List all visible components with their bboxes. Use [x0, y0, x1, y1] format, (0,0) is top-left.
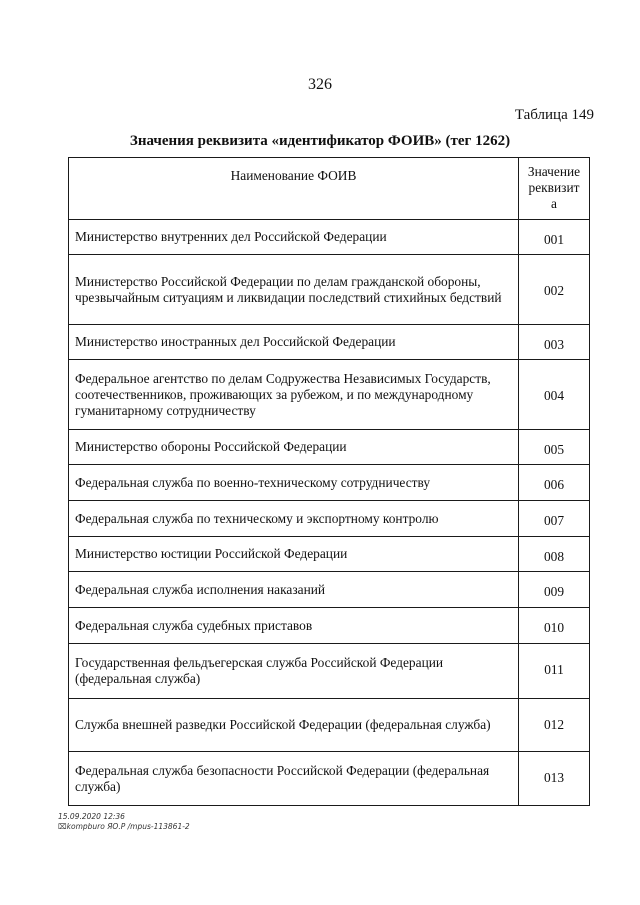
table-row: [69, 465, 590, 501]
table-header-row: [69, 158, 590, 220]
table-row: [69, 699, 590, 752]
foiv-name: Министерство юстиции Российской Федерации: [69, 537, 519, 572]
foiv-name: Министерство иностранных дел Российской Федерации: [69, 325, 519, 360]
column-header-value-line: а: [551, 196, 557, 211]
table-row: [69, 644, 590, 699]
foiv-code: 003: [519, 325, 590, 360]
foiv-code: 011: [519, 644, 590, 699]
foiv-code: 007: [519, 501, 590, 537]
foiv-code: 010: [519, 608, 590, 644]
foiv-name: Федеральная служба исполнения наказаний: [69, 572, 519, 608]
column-header-value-line: реквизит: [528, 180, 580, 195]
footer-timestamp: 15.09.2020 12:36: [58, 812, 125, 821]
column-header-name: Наименование ФОИВ: [69, 158, 519, 220]
footer-doc-id: [58, 822, 190, 832]
foiv-code: 013: [519, 752, 590, 806]
foiv-name: Служба внешней разведки Российской Федерации (федеральная служба): [69, 699, 519, 752]
foiv-name: Федеральная служба судебных приставов: [69, 608, 519, 644]
table-row: [69, 752, 590, 806]
table-row: [69, 430, 590, 465]
table-row: [69, 360, 590, 430]
table-row: [69, 572, 590, 608]
foiv-code: 009: [519, 572, 590, 608]
table-caption: Таблица 149: [514, 107, 594, 123]
foiv-code: 012: [519, 699, 590, 752]
foiv-name: Федеральное агентство по делам Содружества Независимых Государств, соотечественников, проживающих за рубежом, и по международному гуманитарному сотрудничеству: [69, 360, 519, 430]
foiv-code: 002: [519, 255, 590, 325]
table-row: [69, 255, 590, 325]
foiv-code: 008: [519, 537, 590, 572]
column-header-value-line: Значение: [527, 164, 581, 179]
foiv-name: Федеральная служба по военно-техническому сотрудничеству: [69, 465, 519, 501]
foiv-name: Федеральная служба безопасности Российской Федерации (федеральная служба): [69, 752, 519, 806]
foiv-name: Министерство внутренних дел Российской Федерации: [69, 220, 519, 255]
foiv-name: Государственная фельдъегерская служба Российской Федерации (федеральная служба): [69, 644, 519, 699]
table-row: [69, 220, 590, 255]
page-number: 326: [308, 76, 332, 93]
document-icon: ⌧: [58, 822, 67, 831]
table-row: [69, 608, 590, 644]
table-row: [69, 501, 590, 537]
table-row: [69, 325, 590, 360]
footer-doc-id-text: kompburo ЯО.P /mpus-113861-2: [66, 822, 190, 831]
foiv-table: [68, 157, 590, 806]
foiv-name: Министерство обороны Российской Федерации: [69, 430, 519, 465]
document-footer: [58, 812, 190, 832]
foiv-code: 005: [519, 430, 590, 465]
table-title: Значения реквизита «идентификатор ФОИВ» (тег 1262): [129, 133, 511, 149]
foiv-code: 006: [519, 465, 590, 501]
foiv-code: 001: [519, 220, 590, 255]
foiv-name: Федеральная служба по техническому и экспортному контролю: [69, 501, 519, 537]
column-header-value: [519, 158, 590, 220]
foiv-name: Министерство Российской Федерации по делам гражданской обороны, чрезвычайным ситуациям и ликвидации последствий стихийных бедствий: [69, 255, 519, 325]
foiv-code: 004: [519, 360, 590, 430]
table-row: [69, 537, 590, 572]
